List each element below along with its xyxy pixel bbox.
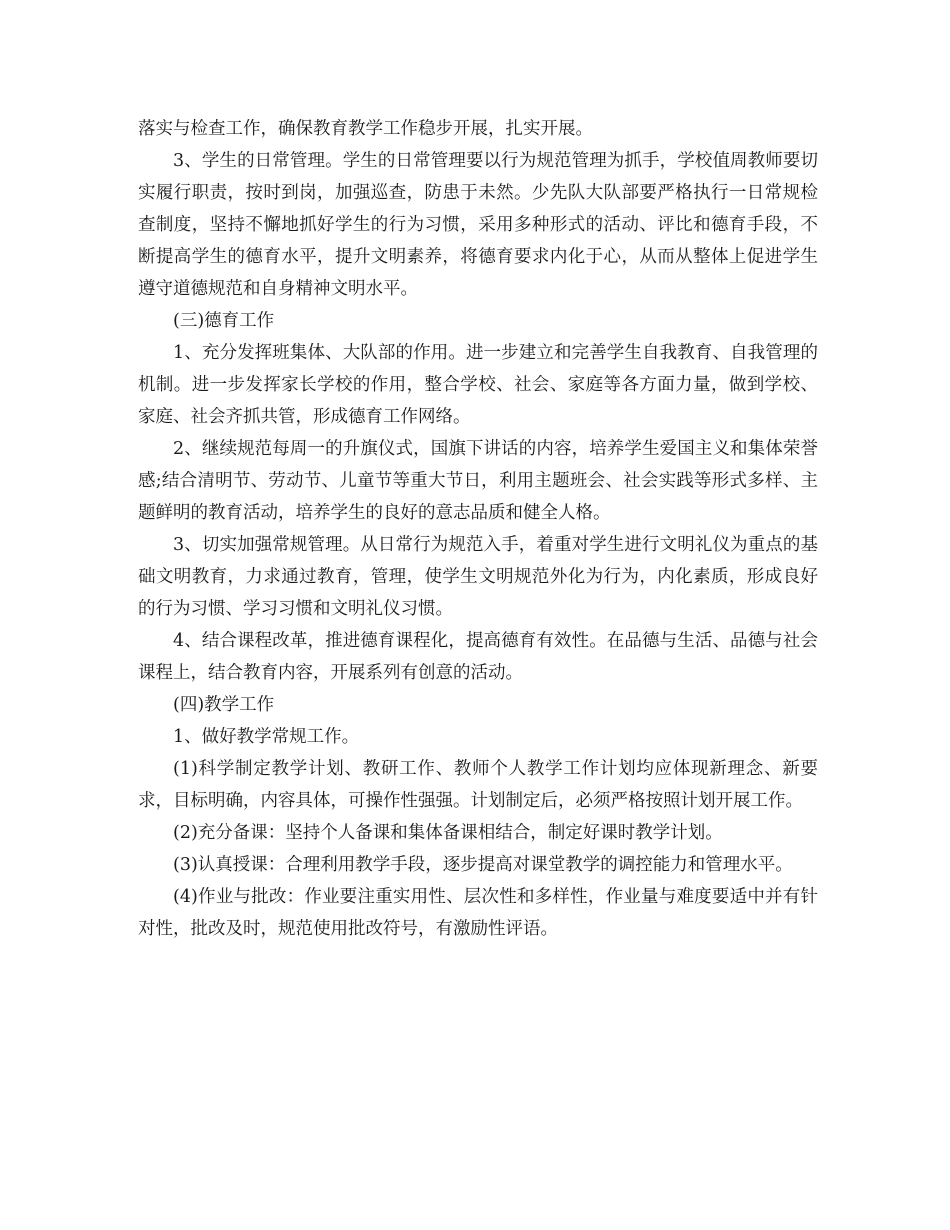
paragraph-10: (1)科学制定教学计划、教研工作、教师个人教学工作计划均应体现新理念、新要求，目标明确，内容具体，可操作性强强。计划制定后，必须严格按照计划开展工作。 [138, 759, 818, 811]
document-body [138, 113, 818, 945]
paragraph-2: 3、学生的日常管理。学生的日常管理要以行为规范管理为抓手，学校值周教师要切实履行职责，按时到岗，加强巡查，防患于未然。少先队大队部要严格执行一日常规检查制度，坚持不懈地抓好学生的行为习惯，采用多种形式的活动、评比和德育手段，不断提高学生的德育水平，提升文明素养，将德育要求内化于心，从而从整体上促进学生遵守道德规范和自身精神文明水平。 [138, 151, 818, 299]
paragraph-12: (3)认真授课：合理利用教学手段，逐步提高对课堂教学的调控能力和管理水平。 [173, 855, 793, 875]
section-heading-teaching: (四)教学工作 [173, 695, 275, 715]
paragraph-4: 1、充分发挥班集体、大队部的作用。进一步建立和完善学生自我教育、自我管理的机制。进一步发挥家长学校的作用，整合学校、社会、家庭等各方面力量，做到学校、家庭、社会齐抓共管，形成德育工作网络。 [138, 343, 818, 427]
paragraph-11: (2)充分备课：坚持个人备课和集体备课相结合，制定好课时教学计划。 [173, 823, 723, 843]
paragraph-7: 4、结合课程改革，推进德育课程化，提高德育有效性。在品德与生活、品德与社会课程上，结合教育内容，开展系列有创意的活动。 [138, 631, 818, 683]
paragraph-5: 2、继续规范每周一的升旗仪式，国旗下讲话的内容，培养学生爱国主义和集体荣誉感;结合清明节、劳动节、儿童节等重大节日，利用主题班会、社会实践等形式多样、主题鲜明的教育活动，培养学生的良好的意志品质和健全人格。 [138, 439, 818, 523]
paragraph-1: 落实与检查工作，确保教育教学工作稳步开展，扎实开展。 [138, 119, 593, 139]
paragraph-9: 1、做好教学常规工作。 [173, 727, 360, 747]
paragraph-13: (4)作业与批改：作业要注重实用性、层次性和多样性，作业量与难度要适中并有针对性，批改及时，规范使用批改符号，有激励性评语。 [138, 887, 818, 939]
paragraph-6: 3、切实加强常规管理。从日常行为规范入手，着重对学生进行文明礼仪为重点的基础文明教育，力求通过教育，管理，使学生文明规范外化为行为，内化素质，形成良好的行为习惯、学习习惯和文明礼仪习惯。 [138, 535, 818, 619]
section-heading-moral-education: (三)德育工作 [173, 311, 275, 331]
